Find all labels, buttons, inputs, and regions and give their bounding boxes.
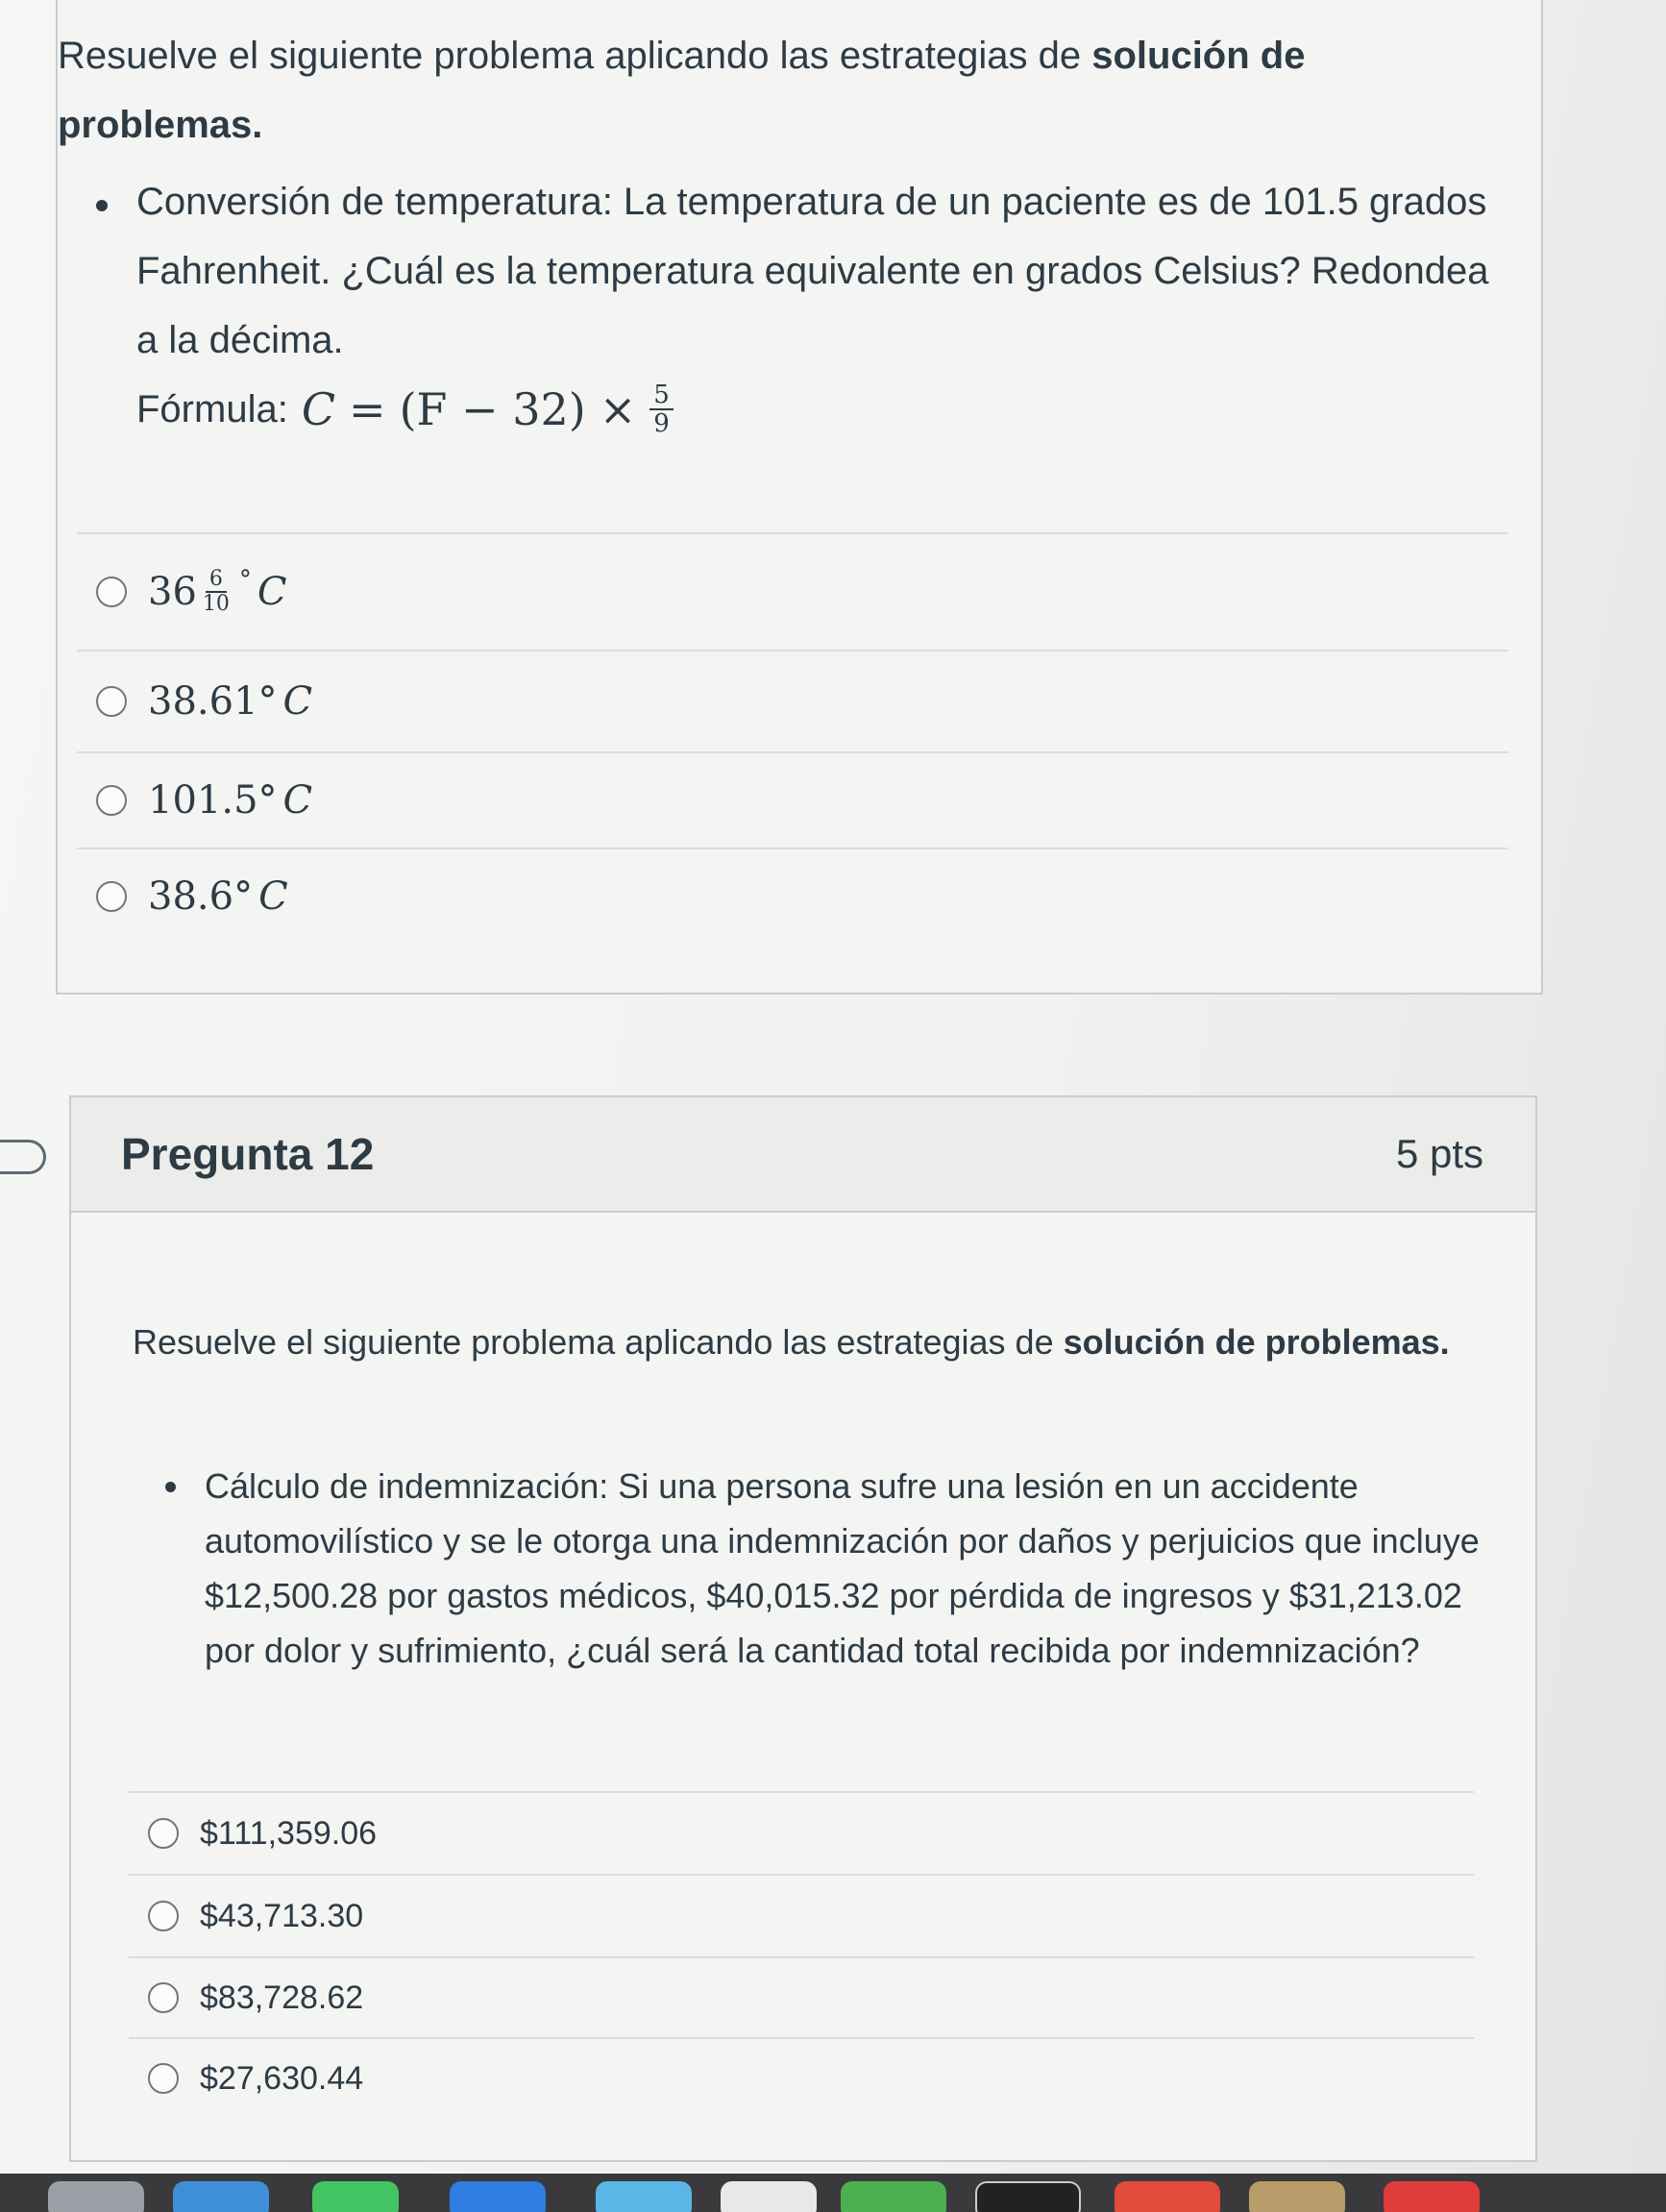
- question-header: [71, 1097, 1535, 1213]
- answer-label: [148, 679, 312, 724]
- answer-list: [129, 1791, 1474, 2118]
- unit-label: C: [257, 570, 287, 614]
- fraction-denominator: 9: [653, 409, 670, 438]
- answer-label: [148, 874, 288, 919]
- dock-app-icon[interactable]: [48, 2181, 144, 2212]
- intro-text: Resuelve el siguiente problema aplicando las estrategias de: [133, 1322, 1064, 1362]
- answer-label: $27,630.44: [200, 2059, 364, 2097]
- degree-symbol: °: [257, 679, 278, 724]
- formula-equals: =: [349, 383, 386, 435]
- question-intro: [133, 1315, 1458, 1370]
- formula-fraction: [649, 381, 674, 437]
- answer-value: 101.5: [148, 778, 258, 823]
- answer-value: 38.6: [148, 874, 234, 919]
- answer-option[interactable]: [77, 650, 1508, 751]
- answer-label: [148, 568, 287, 616]
- dock-app-icon[interactable]: [173, 2181, 269, 2212]
- intro-text: Resuelve el siguiente problema aplicando las estrategias de: [58, 35, 1092, 77]
- formula-label: Fórmula:: [136, 388, 288, 430]
- answer-option[interactable]: [77, 532, 1508, 650]
- unit-label: C: [258, 874, 288, 919]
- unit-label: C: [282, 778, 313, 823]
- radio-button[interactable]: [148, 1901, 179, 1931]
- dock-app-icon[interactable]: [1249, 2181, 1345, 2212]
- flag-question-icon[interactable]: [0, 1140, 46, 1174]
- question-intro: [58, 21, 1441, 160]
- formula-expression: (F − 32): [399, 383, 586, 435]
- mixed-whole: 36: [148, 570, 197, 614]
- mixed-fraction: [203, 568, 230, 616]
- question-body: Conversión de temperatura: La temperatura de un paciente es de 101.5 grados Fahrenheit. ¿Cuál es la temperatura equivalente en grados Celsius? Redondea a la décima.: [136, 181, 1489, 361]
- radio-button[interactable]: [96, 577, 127, 607]
- radio-button[interactable]: [96, 881, 127, 912]
- dock-app-icon[interactable]: [721, 2181, 817, 2212]
- dock-app-icon[interactable]: [975, 2181, 1081, 2212]
- formula-times: ×: [599, 383, 637, 435]
- answer-label: [148, 778, 312, 823]
- question-bullet: [165, 1459, 1510, 1678]
- answer-option[interactable]: [77, 751, 1508, 848]
- question-12-panel: [69, 1095, 1537, 2162]
- answer-option[interactable]: [129, 1956, 1474, 2037]
- mixed-numerator: 6: [206, 568, 227, 593]
- unit-label: C: [282, 679, 313, 724]
- answer-list: [77, 532, 1508, 944]
- dock-app-icon[interactable]: [841, 2181, 946, 2212]
- radio-button[interactable]: [96, 785, 127, 816]
- fraction-numerator: 5: [649, 381, 674, 410]
- dock-app-icon[interactable]: [1115, 2181, 1220, 2212]
- bullet-dot-icon: [165, 1482, 176, 1492]
- dock-app-icon[interactable]: [1384, 2181, 1480, 2212]
- answer-label: $111,359.06: [200, 1814, 378, 1852]
- mixed-denominator: 10: [202, 592, 230, 616]
- radio-button[interactable]: [148, 2063, 179, 2094]
- question-11-panel: [56, 0, 1543, 995]
- degree-symbol: °: [233, 874, 254, 919]
- intro-bold-text: solución de problemas.: [1063, 1322, 1450, 1362]
- degree-symbol: °: [238, 566, 252, 595]
- answer-option[interactable]: [129, 1874, 1474, 1956]
- dock-app-icon[interactable]: [312, 2181, 399, 2212]
- formula-math: [302, 375, 674, 444]
- radio-button[interactable]: [96, 686, 127, 717]
- answer-label: $83,728.62: [200, 1979, 364, 2016]
- degree-symbol: °: [257, 778, 278, 823]
- question-points: 5 pts: [1395, 1131, 1483, 1176]
- radio-button[interactable]: [148, 1982, 179, 2013]
- answer-value: 38.61: [148, 679, 258, 724]
- answer-option[interactable]: [129, 2037, 1474, 2118]
- dock-app-icon[interactable]: [450, 2181, 546, 2212]
- question-body: Cálculo de indemnización: Si una persona sufre una lesión en un accidente automovilístico y se le otorga una indemnización por daños y perjuicios que incluye $12,500.28 por gastos médicos, $40,015.32 por pérdida de ingresos y $31,213.02 por dolor y sufrimiento, ¿cuál será la cantidad total recibida por indemnización?: [205, 1466, 1480, 1670]
- question-title: Pregunta 12: [121, 1129, 375, 1179]
- dock-app-icon[interactable]: [596, 2181, 692, 2212]
- bullet-dot-icon: [96, 200, 108, 211]
- question-bullet: [96, 167, 1499, 444]
- answer-option[interactable]: [77, 848, 1508, 944]
- formula: [136, 375, 1499, 444]
- formula-lhs: C: [301, 383, 336, 435]
- dock-bar: [0, 2174, 1666, 2212]
- answer-label: $43,713.30: [200, 1897, 364, 1934]
- answer-option[interactable]: [129, 1791, 1474, 1874]
- intro-bold-text: solución de problemas.: [58, 35, 1306, 146]
- radio-button[interactable]: [148, 1818, 179, 1849]
